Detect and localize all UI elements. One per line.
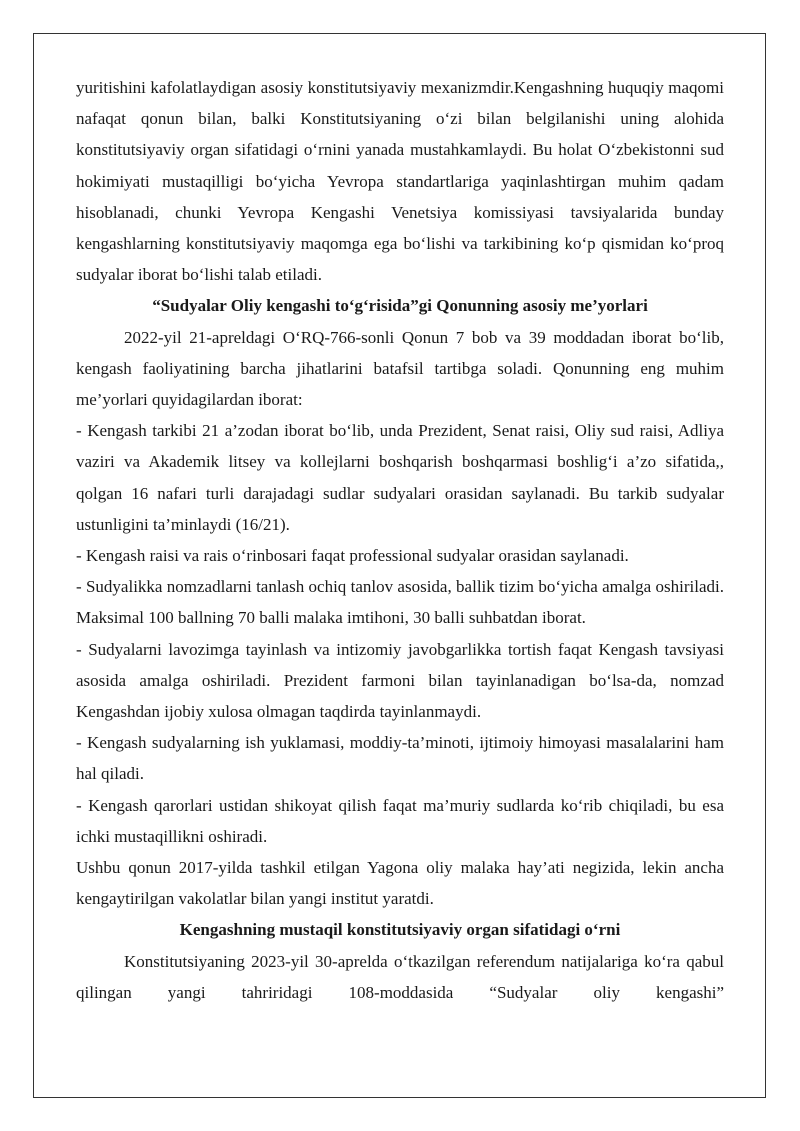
law-intro-paragraph: 2022-yil 21-apreldagi O‘RQ-766-sonli Qonun 7 bob va 39 moddadan iborat bo‘lib, kengash faoliyatining barcha jihatlarini batafsil tartibga soladi. Qonunning eng muhim me’yorlari quyidagilardan iborat: [76, 327, 724, 410]
list-item-workload: - Kengash sudyalarning ish yuklamasi, moddiy-ta’minoti, ijtimoiy himoyasi masalalarini ham hal qiladi. [76, 733, 724, 784]
list-item-appointment: - Sudyalarni lavozimga tayinlash va intizomiy javobgarlikka tortish faqat Kengash tavsiyasi asosida amalga oshiriladi. Prezident farmoni bilan tayinlanadigan bo‘lsa-da, nomzad Kengashdan ijobiy xulosa olmagan taqdirda tayinlanmaydi. [76, 639, 724, 722]
list-item-composition: - Kengash tarkibi 21 a’zodan iborat bo‘lib, unda Prezident, Senat raisi, Oliy sud raisi, Adliya vaziri va Akademik litsey va kollejlarni boshqarish boshqarmasi boshlig‘i a’zo sifatida,, qolgan 16 nafari turli darajadagi sudlar sudyalari orasidan saylanadi. Bu tarkib sudyalar ustunligini ta’minlaydi (16/21). [76, 421, 724, 534]
section-heading-constitutional-role: Kengashning mustaqil konstitutsiyaviy organ sifatidagi o‘rni [179, 920, 621, 940]
document-body [76, 72, 724, 1008]
constitution-paragraph: Konstitutsiyaning 2023-yil 30-aprelda o‘tkazilgan referendum natijalariga ko‘ra qabul qilingan yangi tahriridagi 108-moddasida “Sudyalar oliy kengashi” [76, 951, 724, 1002]
list-item-chairman: - Kengash raisi va rais o‘rinbosari faqat professional sudyalar orasidan saylanadi. [76, 546, 629, 566]
section-heading-law-norms: “Sudyalar Oliy kengashi to‘g‘risida”gi Qonunning asosiy me’yorlari [152, 296, 648, 316]
summary-paragraph: Ushbu qonun 2017-yilda tashkil etilgan Yagona oliy malaka hay’ati negizida, lekin ancha kengaytirilgan vakolatlar bilan yangi institut yaratdi. [76, 858, 724, 909]
list-item-selection: - Sudyalikka nomzadlarni tanlash ochiq tanlov asosida, ballik tizim bo‘yicha amalga oshiriladi. Maksimal 100 ballning 70 balli malaka imtihoni, 30 balli suhbatdan iborat. [76, 577, 724, 628]
list-item-appeals: - Kengash qarorlari ustidan shikoyat qilish faqat ma’muriy sudlarda ko‘rib chiqiladi, bu esa ichki mustaqillikni oshiradi. [76, 795, 724, 846]
intro-paragraph: yuritishini kafolatlaydigan asosiy konstitutsiyaviy mexanizmdir.Kengashning huquqiy maqomi nafaqat qonun bilan, balki Konstitutsiyaning o‘zi bilan belgilanishi uning alohida konstitutsiyaviy organ sifatidagi o‘rnini yanada mustahkamlaydi. Bu holat O‘zbekistonni sud hokimiyati mustaqilligi bo‘yicha Yevropa standartlariga yaqinlashtirgan muhim qadam hisoblanadi, chunki Yevropa Kengashi Venetsiya komissiyasi tavsiyalarida bunday kengashlarning konstitutsiyaviy maqomga ega bo‘lishi va tarkibining ko‘p qismidan ko‘proq sudyalar iborat bo‘lishi talab etiladi. [76, 78, 724, 285]
